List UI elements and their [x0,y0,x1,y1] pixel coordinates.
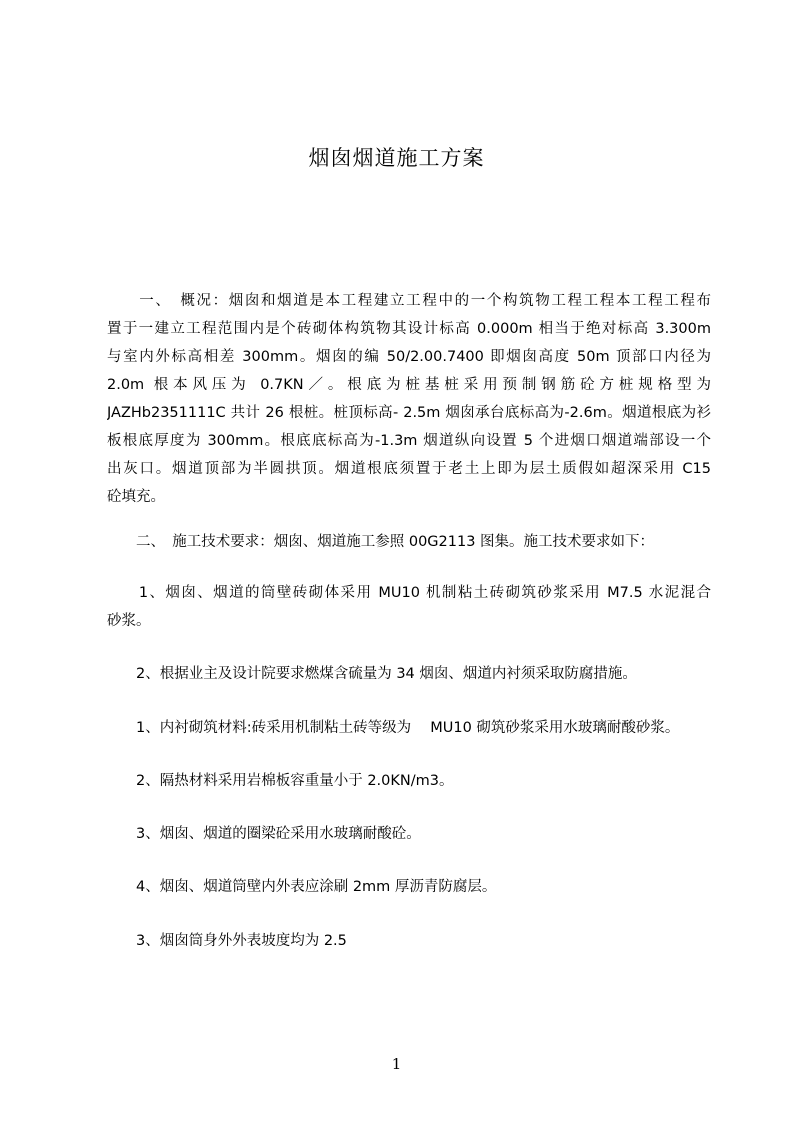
text-line: 二、 施工技术要求：烟囱、烟道施工参照 00G2113 图集。施工技术要求如下： [107,534,655,550]
text-line: 1、烟囱、烟道的筒壁砖砌体采用 MU10 机制粘土砖砌筑砂浆采用 M7.5 水泥混合 [107,585,711,601]
subitem-2-paragraph [107,767,711,795]
text-line: 砂浆。 [107,613,151,629]
subitem-1-paragraph [107,714,711,742]
section-requirements-heading [107,528,711,556]
text-line: 2、隔热材料采用岩棉板容重量小于 2.0KN/m3。 [107,773,454,789]
subitem-4-paragraph [107,873,711,901]
text-line: 与室内外标高相差 300mm。烟囱的编 50/2.00.7400 即烟囱高度 50m 顶部口内径为 [107,349,711,365]
text-line: 4、烟囱、烟道筒壁内外表应涂刷 2mm 厚沥青防腐层。 [107,879,497,895]
text-line: 置于一建立工程范围内是个砖砌体构筑物其设计标高 0.000m 相当于绝对标高 3.300m [107,321,711,337]
text-line: 砼填充。 [107,489,165,505]
subitem-5-paragraph [107,927,711,955]
text-line: 出灰口。烟道顶部为半圆拱顶。烟道根底须置于老土上即为层土质假如超深采用 C15 [107,461,711,477]
text-line: 1、内衬砌筑材料:砖采用机制粘土砖等级为 MU10 砌筑砂浆采用水玻璃耐酸砂浆。 [107,720,680,736]
text-line: 板根底厚度为 300mm。根底底标高为-1.3m 烟道纵向设置 5 个进烟口烟道端部设一个 [107,433,711,449]
text-line: 2、根据业主及设计院要求燃煤含硫量为 34 烟囱、烟道内衬须采取防腐措施。 [107,666,637,682]
document-title: 烟囱烟道施工方案 [308,146,485,170]
text-line: 3、烟囱筒身外外表坡度均为 2.5 [107,933,347,949]
item-1-paragraph [107,579,711,635]
text-line: 2.0m 根本风压为 0.7KN／。根底为桩基桩采用预制钢筋砼方桩规格型为 [107,377,711,393]
item-2-paragraph [107,660,711,688]
subitem-3-paragraph [107,820,711,848]
text-line: 一、 概况：烟囱和烟道是本工程建立工程中的一个构筑物工程工程本工程工程布 [107,293,711,309]
text-line: JAZHb2351111C 共计 26 根桩。桩顶标高- 2.5m 烟囱承台底标高为-2.6m。烟道根底为衫 [107,405,711,421]
text-line: 3、烟囱、烟道的圈梁砼采用水玻璃耐酸砼。 [107,826,421,842]
page-number: 1 [391,1055,402,1073]
section-overview-paragraph [107,287,711,511]
